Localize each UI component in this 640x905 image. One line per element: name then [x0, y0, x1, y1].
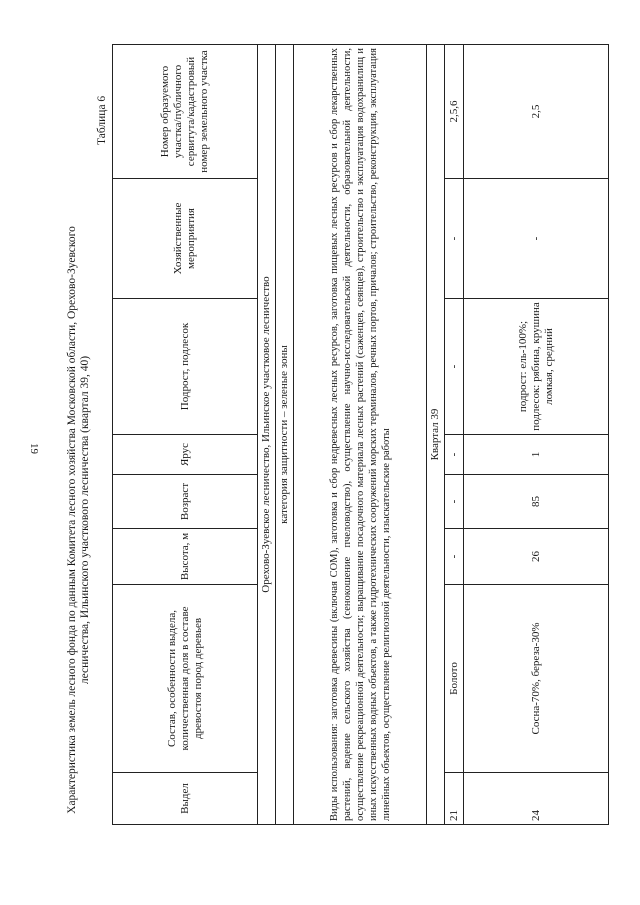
kvartal-row: [427, 45, 445, 825]
header-age: Возраст: [113, 475, 258, 529]
category-row: [276, 45, 294, 825]
table-caption: Характеристика земель лесного фонда по данным Комитета лесного хозяйства Московской области, Орехово-Зуевского лесничества, Ильинского участкового лесничества (квартал 39, 40): [66, 226, 91, 814]
table-row: [464, 45, 609, 825]
cell-vydel: 24: [464, 773, 609, 825]
cell-yarus: -: [445, 435, 464, 475]
cell-age: 85: [464, 475, 609, 529]
cell-podrost: -: [445, 299, 464, 435]
cell-podrost: подрост: ель-100%; подлесок: рябина, крушина ломкая, средний: [464, 299, 609, 435]
header-meropriyatiya: Хозяйственные мероприятия: [113, 179, 258, 299]
cell-sostav: Сосна-70%, береза-30%: [464, 585, 609, 773]
usage-row: [294, 45, 427, 825]
cell-meropriyatiya: -: [445, 179, 464, 299]
header-height: Высота, м: [113, 529, 258, 585]
header-vydel: Выдел: [113, 773, 258, 825]
kvartal-label: Квартал 39: [427, 45, 445, 825]
header-row: [113, 45, 258, 825]
header-podrost: Подрост, подлесок: [113, 299, 258, 435]
section-row: [258, 45, 276, 825]
cell-age: -: [445, 475, 464, 529]
header-sostav: Состав, особенности выдела, количественная доля в составе древостоя пород деревьев: [113, 585, 258, 773]
cell-nomer: 2,5: [464, 45, 609, 179]
header-nomer: Номер образуемого участка/публичного сервитута/кадастровый номер земельного участка: [113, 45, 258, 179]
cell-nomer: 2,5,6: [445, 45, 464, 179]
cell-yarus: 1: [464, 435, 609, 475]
cell-sostav: Болото: [445, 585, 464, 773]
usage-text: Виды использования: заготовка древесины (включая СОМ), заготовка и сбор недревесных лесных ресурсов, заготовка пищевых лесных ресурсов и сбор лекарственных растений, ведение сельского хозяйства (сенокошение пчеловодство), осуществление научно-исследовательской деятельности, образовательной деятельности, осуществление рекреационной деятельности; выращивание посадочного материала лесных растений (саженцев, сеянцев), строительство и эксплуатация водохранилищ и иных искусственных водных объектов, а также гидротехнических сооружений морских терминалов, речных портов, причалов; строительство, реконструкция, эксплуатация линейных объектов, осуществление религиозной деятельности, изыскательские работы: [294, 45, 427, 825]
section-forestry: Орехово-Зуевское лесничество, Ильинское участковое лесничество: [258, 45, 276, 825]
table-label: Таблица 6: [96, 95, 108, 145]
cell-height: -: [445, 529, 464, 585]
rotated-sheet: [0, 35, 640, 905]
cell-vydel: 21: [445, 773, 464, 825]
forest-fund-table: [112, 44, 609, 825]
table-row: [445, 45, 464, 825]
header-yarus: Ярус: [113, 435, 258, 475]
cell-height: 26: [464, 529, 609, 585]
section-category: категория защитности – зеленые зоны: [276, 45, 294, 825]
cell-meropriyatiya: -: [464, 179, 609, 299]
page-number: 19: [28, 443, 40, 454]
